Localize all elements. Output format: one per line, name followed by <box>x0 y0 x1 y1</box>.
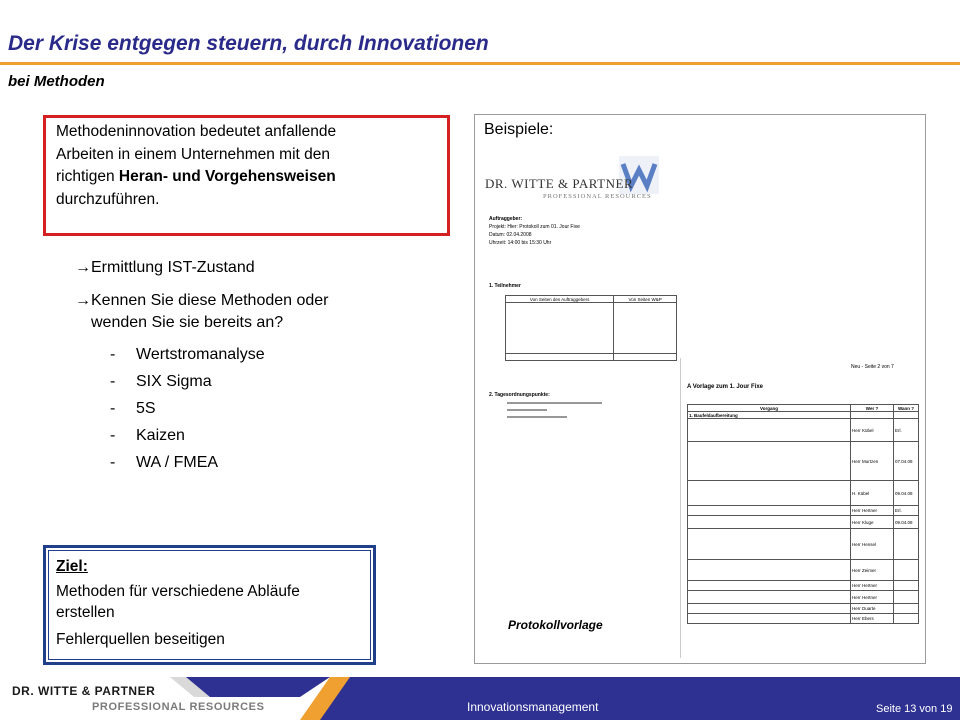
method-item <box>110 427 185 445</box>
template-cell-who: Herr Hertner <box>851 506 894 516</box>
arrow-right-icon: → <box>75 259 91 276</box>
method-label: Wertstromanalyse <box>136 346 265 363</box>
definition-line: Arbeiten in einem Unternehmen mit den <box>56 145 330 163</box>
definition-line-prefix: richtigen <box>56 168 119 185</box>
arrow-right-icon: → <box>75 292 91 309</box>
footer-page-number: Seite 13 von 19 <box>876 703 953 715</box>
goal-line: Methoden für verschiedene Abläufe <box>56 583 300 600</box>
definition-line: durchzuführen. <box>56 190 160 208</box>
dash-icon: - <box>110 427 116 444</box>
examples-label: Beispiele: <box>484 121 554 138</box>
template-cell-who: Herr Kluge <box>851 516 894 529</box>
method-item <box>110 373 212 391</box>
doc-meta-line: Uhrzeit: 14:00 bis 15:30 Uhr <box>489 240 552 246</box>
bullet-ist-zustand <box>75 257 255 279</box>
slide-title: Der Krise entgegen steuern, durch Innovationen <box>8 32 489 55</box>
template-cell-when: 07.04.08 <box>894 442 919 481</box>
method-item <box>110 346 265 364</box>
title-underline <box>0 62 960 65</box>
template-row-heading: 1. Baufeldaufbereitung <box>688 412 851 419</box>
participants-table <box>505 295 677 361</box>
bullet-methods-question <box>75 290 329 334</box>
doc-logo-text: DR. WITTE & PARTNER <box>485 176 634 191</box>
bullet-text: wenden Sie sie bereits an? <box>91 314 284 331</box>
goal-line: Fehlerquellen beseitigen <box>56 631 225 648</box>
dash-icon: - <box>110 400 116 417</box>
definition-line: Methodeninnovation bedeutet anfallende <box>56 123 337 140</box>
template-cell-when: 09.04.08 <box>894 516 919 529</box>
template-cell-when: Erl. <box>894 506 919 516</box>
template-cell-who: Herr Duarte <box>851 604 894 614</box>
definition-text <box>56 121 436 211</box>
doc-page-number: Neu - Seite 2 von 7 <box>851 364 894 370</box>
doc-template-heading: A Vorlage zum 1. Jour Fixe <box>687 384 764 390</box>
template-cell-who: Herr Ebers <box>851 614 894 624</box>
bullet-text: Ermittlung IST-Zustand <box>91 259 255 276</box>
method-item <box>110 400 156 418</box>
template-col-vorgang: Vorgang <box>688 405 851 412</box>
doc-section-heading: 2. Tagesordnungspunkte: <box>489 392 550 398</box>
method-item <box>110 454 218 472</box>
template-cell-who: Herr Hensel <box>851 529 894 560</box>
goal-text <box>56 556 366 650</box>
template-col-wann: Wann ? <box>894 405 919 412</box>
template-col-wer: Wer ? <box>851 405 894 412</box>
footer-topic: Innovationsmanagement <box>467 700 599 714</box>
doc-meta-line: Projekt: Hier: Protokoll zum 01. Jour Fixe <box>489 224 580 230</box>
examples-caption: Protokollvorlage <box>508 618 603 632</box>
footer-company-tagline: PROFESSIONAL RESOURCES <box>92 701 265 713</box>
template-cell-who: Herr Kübel <box>851 419 894 442</box>
dash-icon: - <box>110 373 116 390</box>
method-label: 5S <box>136 400 156 417</box>
bullet-text: Kennen Sie diese Methoden oder <box>91 292 329 309</box>
template-cell-when: Erl. <box>894 419 919 442</box>
method-label: WA / FMEA <box>136 454 219 471</box>
template-cell-who: Herr Hertner <box>851 591 894 604</box>
dash-icon: - <box>110 454 116 471</box>
definition-line <box>56 166 436 189</box>
template-table <box>687 404 919 624</box>
agenda-lines <box>507 400 617 426</box>
template-cell-who: Herr Zeimer <box>851 560 894 581</box>
footer-company-name: DR. WITTE & PARTNER <box>12 684 156 698</box>
participants-col-right: Von Seiten W&P <box>614 296 677 303</box>
participants-col-left: Von Seiten des Auftraggebers <box>506 296 614 303</box>
dash-icon: - <box>110 346 116 363</box>
template-cell-when: 09.04.08 <box>894 481 919 506</box>
doc-section-heading: 1. Teilnehmer <box>489 283 521 289</box>
goal-heading: Ziel: <box>56 558 88 575</box>
goal-line: erstellen <box>56 604 115 621</box>
protocol-template-thumbnail <box>680 358 921 658</box>
method-label: Kaizen <box>136 427 185 444</box>
template-cell-who: Herr Murtzen <box>851 442 894 481</box>
slide-subtitle: bei Methoden <box>8 73 105 90</box>
template-cell-who: H. Kübel <box>851 481 894 506</box>
doc-logo-subtext: PROFESSIONAL RESOURCES <box>543 193 652 200</box>
doc-meta-line: Auftraggeber: <box>489 216 523 222</box>
definition-emphasis: Heran- und Vorgehensweisen <box>118 168 336 185</box>
doc-meta-line: Datum: 02.04.2008 <box>489 232 532 238</box>
method-label: SIX Sigma <box>136 373 212 390</box>
template-cell-who: Herr Hertner <box>851 581 894 591</box>
